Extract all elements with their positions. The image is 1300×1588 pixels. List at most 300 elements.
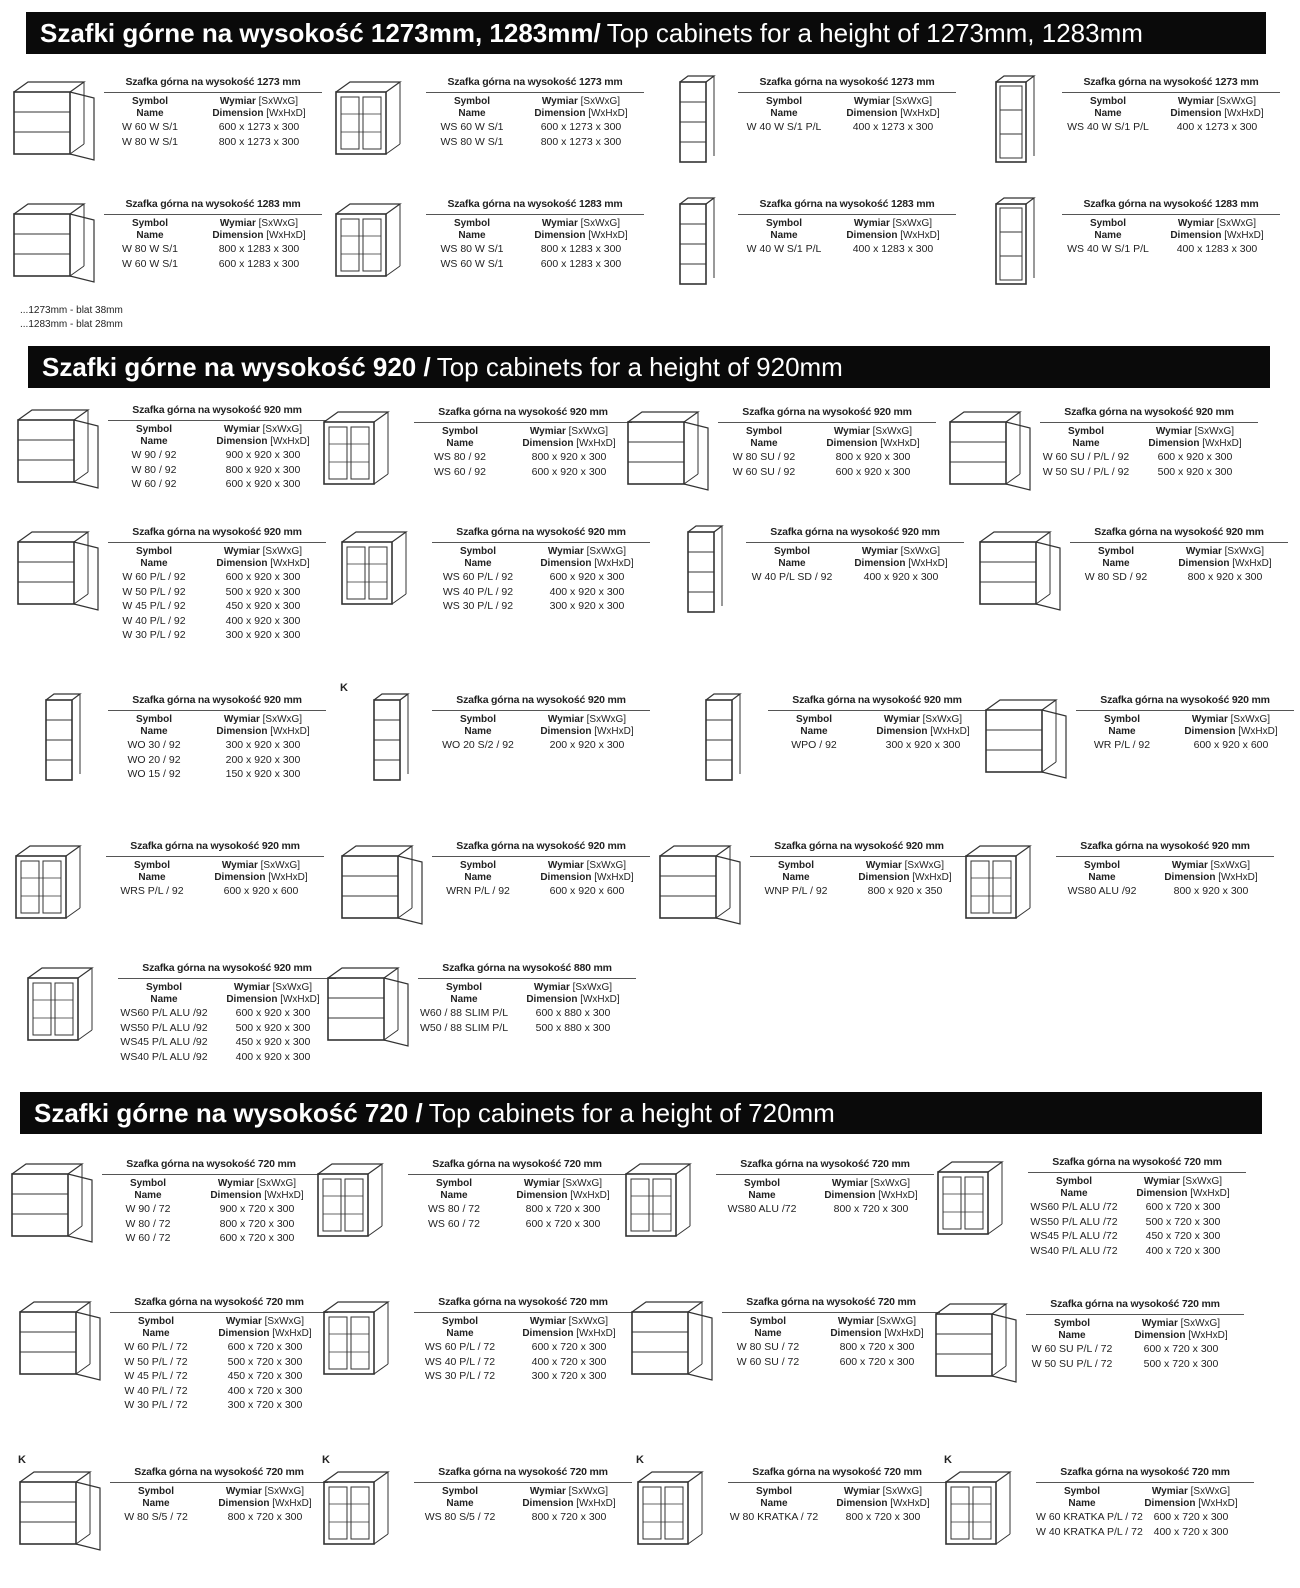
symbol-label: Symbol [135, 546, 173, 557]
symbol-label: Symbol [137, 1486, 175, 1497]
name-label: Name [142, 1498, 170, 1509]
cabinet-entry [336, 682, 656, 802]
symbol-cell: WS40 P/L ALU /72 [1030, 1244, 1118, 1257]
dimension-cell: 600 x 920 x 300 [1157, 451, 1233, 463]
symbol-label: Symbol [1089, 218, 1127, 229]
cabinet-entry [940, 1454, 1260, 1574]
spec-header [1040, 426, 1258, 450]
spec-table [432, 526, 650, 614]
name-label: Name [1060, 1188, 1088, 1199]
symbol-cell: W 45 P/L / 72 [124, 1370, 188, 1382]
cabinet-entry [620, 1154, 940, 1266]
cabinet-entry [654, 836, 974, 948]
spec-header [110, 1486, 328, 1510]
cabinet-image [330, 74, 426, 170]
dimension-unit: [WxHxD] [272, 1498, 312, 1509]
name-label: Name [800, 726, 828, 737]
symbol-label: Symbol [137, 1316, 175, 1327]
spec-header [1036, 1486, 1254, 1510]
spec-table [1036, 1466, 1254, 1539]
symbol-label: Symbol [459, 714, 497, 725]
dimension-unit: [WxHxD] [930, 726, 970, 737]
spec-row [432, 599, 650, 614]
cabinet-entry [6, 1154, 326, 1266]
dimension-cell: 600 x 920 x 600 [1193, 739, 1269, 751]
dimension-cell: 600 x 920 x 600 [223, 885, 299, 897]
symbol-cell: WS 30 P/L / 72 [424, 1370, 496, 1382]
spec-title: Szafka górna na wysokość 880 mm [418, 962, 636, 979]
symbol-label: Symbol [1067, 426, 1105, 437]
dimension-cell: 400 x 920 x 300 [225, 614, 301, 627]
spec-row [746, 570, 964, 585]
cabinet-entry [650, 522, 970, 634]
symbol-cell: W 90 / 72 [125, 1203, 171, 1215]
wymiar-unit: [SxWxG] [568, 426, 609, 437]
wymiar-unit: [SxWxG] [580, 96, 621, 107]
spec-row [108, 570, 326, 585]
cabinet-image [12, 692, 108, 788]
spec-row [102, 1231, 320, 1246]
dimension-cell: 800 x 920 x 350 [867, 885, 943, 897]
spec-table [1026, 1298, 1244, 1371]
symbol-label: Symbol [765, 218, 803, 229]
spec-row [108, 585, 326, 600]
cabinet-image [22, 960, 118, 1056]
wymiar-label: Wymiar [529, 1316, 566, 1327]
name-label: Name [140, 726, 168, 737]
name-label: Name [1102, 558, 1130, 569]
spec-header [1076, 714, 1294, 738]
cabinet-entry [960, 836, 1280, 948]
dimension-cell: 300 x 920 x 300 [225, 739, 301, 751]
dimension-label: Dimension [534, 230, 586, 241]
symbol-cell: W 40 P/L / 72 [124, 1384, 188, 1397]
cabinet-entry [318, 1454, 638, 1574]
cabinet-entry [8, 194, 328, 306]
cabinet-image [632, 1464, 728, 1560]
symbol-label: Symbol [453, 218, 491, 229]
wymiar-unit: [SxWxG] [900, 546, 941, 557]
name-label: Name [748, 1190, 776, 1201]
cabinet-drawing [330, 196, 426, 292]
symbol-label: Symbol [435, 1178, 473, 1189]
spec-header [768, 714, 986, 738]
spec-row [408, 1217, 626, 1232]
dimension-cell: 450 x 920 x 300 [225, 600, 301, 612]
cabinet-entry [974, 522, 1294, 634]
dimension-cell: 600 x 880 x 300 [535, 1007, 611, 1019]
dimension-cell: 300 x 720 x 300 [531, 1370, 607, 1382]
cabinet-entry [12, 400, 332, 512]
cabinet-drawing [650, 524, 746, 620]
spec-header [426, 96, 644, 120]
dimension-label: Dimension [218, 1498, 270, 1509]
name-label: Name [754, 1328, 782, 1339]
spec-title: Szafka górna na wysokość 720 mm [716, 1158, 934, 1175]
symbol-cell: W 80 SU / 92 [732, 451, 796, 463]
spec-title: Szafka górna na wysokość 720 mm [414, 1466, 632, 1483]
spec-header [118, 982, 336, 1006]
dimension-unit: [WxHxD] [594, 726, 634, 737]
symbol-label: Symbol [1063, 1486, 1101, 1497]
wymiar-unit: [SxWxG] [1216, 218, 1257, 229]
spec-title: Szafka górna na wysokość 720 mm [110, 1296, 328, 1313]
wymiar-unit: [SxWxG] [256, 1178, 297, 1189]
spec-header [426, 218, 644, 242]
dimension-cell: 400 x 1273 x 300 [1176, 121, 1258, 133]
symbol-label: Symbol [133, 860, 171, 871]
dimension-unit: [WxHxD] [266, 108, 306, 119]
cabinet-entry [980, 690, 1300, 802]
symbol-cell: W 80 SU / 72 [736, 1341, 800, 1353]
dimension-label: Dimension [216, 726, 268, 737]
wymiar-unit: [SxWxG] [260, 860, 301, 871]
symbol-cell: WS 80 / 72 [428, 1203, 480, 1215]
dimension-unit: [WxHxD] [878, 1190, 918, 1201]
name-label: Name [136, 230, 164, 241]
spec-title: Szafka górna na wysokość 920 mm [746, 526, 964, 543]
spec-table [418, 962, 636, 1035]
symbol-cell: W 60 / 72 [125, 1232, 171, 1244]
spec-row [1028, 1244, 1246, 1259]
spec-row [108, 599, 326, 614]
name-label: Name [1094, 108, 1122, 119]
spec-title: Szafka górna na wysokość 920 mm [432, 840, 650, 857]
cabinet-drawing [312, 1156, 408, 1252]
dimension-label: Dimension [212, 230, 264, 241]
cabinet-drawing [966, 74, 1062, 170]
spec-row [104, 135, 322, 150]
dimension-cell: 600 x 920 x 300 [549, 571, 625, 583]
cabinet-drawing [336, 524, 432, 620]
dimension-cell: 600 x 720 x 300 [525, 1217, 601, 1230]
symbol-cell: WS 80 W S/1 [440, 135, 504, 148]
spec-table [118, 962, 336, 1064]
wymiar-unit: [SxWxG] [872, 426, 913, 437]
symbol-cell: WS50 P/L ALU /92 [120, 1021, 208, 1034]
spec-header [1062, 96, 1280, 120]
wymiar-label: Wymiar [853, 96, 890, 107]
dimension-cell: 400 x 920 x 300 [235, 1050, 311, 1063]
dimension-label: Dimension [212, 108, 264, 119]
dimension-cell: 600 x 720 x 300 [839, 1355, 915, 1368]
cabinet-image [336, 524, 432, 620]
spec-table [432, 840, 650, 899]
cabinet-drawing [980, 692, 1076, 788]
dimension-unit: [WxHxD] [1232, 558, 1272, 569]
symbol-label: Symbol [773, 546, 811, 557]
spec-table [750, 840, 968, 899]
symbol-cell: WS50 P/L ALU /72 [1030, 1215, 1118, 1228]
symbol-label: Symbol [745, 426, 783, 437]
dimension-unit: [WxHxD] [266, 230, 306, 241]
cabinet-drawing [12, 524, 108, 620]
dimension-unit: [WxHxD] [580, 994, 620, 1005]
spec-title: Szafka górna na wysokość 720 mm [102, 1158, 320, 1175]
dimension-label: Dimension [540, 872, 592, 883]
spec-table [1040, 406, 1258, 479]
symbol-label: Symbol [765, 96, 803, 107]
cabinet-image [318, 1464, 414, 1560]
spec-title: Szafka górna na wysokość 720 mm [1028, 1156, 1246, 1173]
spec-row [426, 242, 644, 257]
cabinet-image [336, 838, 432, 934]
cabinet-entry [330, 194, 650, 306]
spec-title: Szafka górna na wysokość 920 mm [432, 526, 650, 543]
symbol-label: Symbol [743, 1178, 781, 1189]
dimension-label: Dimension [540, 558, 592, 569]
name-label: Name [760, 1498, 788, 1509]
cabinet-entry [944, 402, 1264, 514]
spec-row [110, 1369, 328, 1384]
symbol-label: Symbol [441, 1316, 479, 1327]
dimension-label: Dimension [516, 1190, 568, 1201]
symbol-cell: W 60 SU / 92 [732, 465, 796, 478]
symbol-cell: WS 60 / 72 [428, 1217, 480, 1230]
spec-title: Szafka górna na wysokość 720 mm [728, 1466, 946, 1483]
spec-header [108, 424, 326, 448]
symbol-cell: WS 80 / 92 [434, 451, 486, 463]
spec-table [414, 1466, 632, 1525]
cabinet-image [8, 74, 104, 170]
dimension-cell: 500 x 920 x 300 [225, 585, 301, 598]
wymiar-label: Wymiar [1185, 546, 1222, 557]
symbol-label: Symbol [749, 1316, 787, 1327]
spec-row [108, 767, 326, 782]
dimension-cell: 500 x 920 x 300 [1157, 465, 1233, 478]
spec-header [408, 1178, 626, 1202]
spec-header [722, 1316, 940, 1340]
spec-title: Szafka górna na wysokość 720 mm [1026, 1298, 1244, 1315]
spec-row [106, 884, 324, 899]
wymiar-label: Wymiar [223, 424, 260, 435]
cabinet-entry [672, 690, 992, 802]
name-label: Name [150, 994, 178, 1005]
dimension-cell: 600 x 720 x 300 [227, 1341, 303, 1353]
name-label: Name [440, 1190, 468, 1201]
spec-title: Szafka górna na wysokość 1273 mm [104, 76, 322, 93]
wymiar-unit: [SxWxG] [264, 1486, 305, 1497]
cabinet-image [318, 404, 414, 500]
name-label: Name [1088, 872, 1116, 883]
symbol-label: Symbol [1083, 860, 1121, 871]
cabinet-drawing [654, 838, 750, 934]
symbol-cell: W 60 SU / P/L / 92 [1042, 451, 1130, 463]
symbol-cell: W 30 P/L / 92 [122, 629, 186, 641]
cabinet-drawing [14, 1294, 110, 1390]
dimension-cell: 600 x 920 x 300 [835, 465, 911, 478]
dimension-cell: 900 x 920 x 300 [225, 449, 301, 461]
cabinet-entry [930, 1294, 1250, 1406]
dimension-unit: [WxHxD] [880, 438, 920, 449]
name-label: Name [458, 230, 486, 241]
name-label: Name [1094, 230, 1122, 241]
spec-title: Szafka górna na wysokość 1283 mm [738, 198, 956, 215]
cabinet-image [642, 196, 738, 292]
spec-header [738, 218, 956, 242]
dimension-label: Dimension [846, 108, 898, 119]
dimension-unit: [WxHxD] [1238, 726, 1278, 737]
spec-table [768, 694, 986, 753]
dimension-label: Dimension [836, 1498, 888, 1509]
dimension-cell: 800 x 1273 x 300 [540, 135, 622, 148]
dimension-cell: 400 x 720 x 300 [1153, 1525, 1229, 1538]
dimension-label: Dimension [218, 1328, 270, 1339]
wymiar-unit: [SxWxG] [1230, 714, 1271, 725]
dimension-cell: 400 x 720 x 300 [227, 1384, 303, 1397]
wymiar-label: Wymiar [225, 1316, 262, 1327]
dimension-cell: 400 x 1273 x 300 [852, 121, 934, 133]
spec-row [432, 884, 650, 899]
dimension-unit: [WxHxD] [594, 872, 634, 883]
dimension-cell: 400 x 720 x 300 [1145, 1244, 1221, 1257]
symbol-label: Symbol [1055, 1176, 1093, 1187]
spec-table [408, 1158, 626, 1231]
wymiar-label: Wymiar [861, 546, 898, 557]
dimension-label: Dimension [522, 1328, 574, 1339]
symbol-cell: W 80 SD / 92 [1084, 571, 1148, 583]
wymiar-label: Wymiar [529, 426, 566, 437]
cabinet-entry [322, 958, 642, 1070]
symbol-cell: WS60 P/L ALU /72 [1030, 1201, 1118, 1213]
dimension-cell: 400 x 920 x 300 [863, 571, 939, 583]
symbol-cell: WS 80 W S/1 [440, 243, 504, 255]
cabinet-image [966, 196, 1062, 292]
symbol-cell: WRS P/L / 92 [120, 885, 184, 897]
dimension-cell: 450 x 920 x 300 [235, 1036, 311, 1048]
symbol-cell: WS80 ALU /92 [1067, 885, 1137, 897]
spec-table [432, 694, 650, 753]
name-label: Name [782, 872, 810, 883]
dimension-cell: 400 x 1283 x 300 [1176, 243, 1258, 255]
symbol-cell: WS 60 P/L / 92 [442, 571, 514, 583]
spec-row [414, 1510, 632, 1525]
spec-row [108, 448, 326, 463]
cabinet-image [932, 1154, 1028, 1250]
spec-row [414, 1369, 632, 1384]
symbol-cell: WS45 P/L ALU /92 [120, 1036, 208, 1048]
spec-title: Szafka górna na wysokość 1273 mm [1062, 76, 1280, 93]
spec-header [414, 426, 632, 450]
spec-row [104, 242, 322, 257]
dimension-label: Dimension [216, 436, 268, 447]
dimension-cell: 400 x 920 x 300 [549, 585, 625, 598]
spec-table [738, 198, 956, 257]
dimension-label: Dimension [1170, 108, 1222, 119]
wymiar-unit: [SxWxG] [264, 1316, 305, 1327]
wymiar-unit: [SxWxG] [876, 1316, 917, 1327]
spec-table [716, 1158, 934, 1217]
spec-row [1070, 570, 1288, 585]
spec-table [104, 76, 322, 149]
symbol-cell: WS60 P/L ALU /92 [120, 1007, 208, 1019]
name-label: Name [446, 438, 474, 449]
wymiar-unit: [SxWxG] [870, 1178, 911, 1189]
spec-row [108, 463, 326, 478]
dimension-unit: [WxHxD] [890, 1498, 930, 1509]
spec-header [108, 546, 326, 570]
spec-row [110, 1510, 328, 1525]
symbol-cell: W 50 P/L / 72 [124, 1355, 188, 1368]
symbol-label: Symbol [131, 218, 169, 229]
symbol-label: Symbol [145, 982, 183, 993]
name-label: Name [458, 108, 486, 119]
spec-table [102, 1158, 320, 1246]
dimension-cell: 600 x 720 x 300 [219, 1232, 295, 1244]
symbol-cell: W 50 P/L / 92 [122, 585, 186, 598]
dimension-cell: 500 x 720 x 300 [1143, 1357, 1219, 1370]
dimension-unit: [WxHxD] [570, 1190, 610, 1201]
symbol-cell: W 60 W S/1 [121, 257, 178, 270]
spec-header [108, 714, 326, 738]
section-title-pl: Szafki górne na wysokość 920 / [42, 351, 431, 382]
dimension-cell: 600 x 1283 x 300 [540, 257, 622, 270]
symbol-cell: W50 / 88 SLIM P/L [419, 1021, 509, 1034]
cabinet-entry [336, 522, 656, 634]
symbol-cell: W 40 P/L SD / 92 [751, 571, 833, 583]
dimension-unit: [WxHxD] [912, 872, 952, 883]
spec-header [106, 860, 324, 884]
wymiar-label: Wymiar [1177, 218, 1214, 229]
cabinet-entry [8, 72, 328, 184]
dimension-cell: 400 x 1283 x 300 [852, 243, 934, 255]
spec-row [102, 1217, 320, 1232]
name-label: Name [1068, 1498, 1096, 1509]
cabinet-image [14, 1294, 110, 1390]
symbol-label: Symbol [1103, 714, 1141, 725]
cabinet-image [322, 960, 418, 1056]
wymiar-label: Wymiar [1151, 1486, 1188, 1497]
dimension-cell: 800 x 720 x 300 [833, 1203, 909, 1215]
section-banner-920 [28, 346, 1270, 388]
wymiar-label: Wymiar [1155, 426, 1192, 437]
cabinet-drawing [632, 1464, 728, 1560]
symbol-label: Symbol [1089, 96, 1127, 107]
cabinet-entry [642, 72, 962, 184]
dimension-unit: [WxHxD] [1224, 108, 1264, 119]
spec-row [1036, 1525, 1254, 1540]
spec-table [1076, 694, 1294, 753]
spec-row [118, 1035, 336, 1050]
cabinet-image [974, 524, 1070, 620]
spec-title: Szafka górna na wysokość 920 mm [108, 404, 326, 421]
spec-table [728, 1466, 946, 1525]
wymiar-unit: [SxWxG] [258, 218, 299, 229]
wymiar-label: Wymiar [883, 714, 920, 725]
cabinet-drawing [14, 1464, 110, 1560]
spec-header [1070, 546, 1288, 570]
symbol-cell: WS 40 W S/1 P/L [1067, 243, 1149, 255]
dimension-label: Dimension [854, 558, 906, 569]
dimension-unit: [WxHxD] [900, 108, 940, 119]
spec-row [716, 1202, 934, 1217]
spec-title: Szafka górna na wysokość 920 mm [1056, 840, 1274, 857]
cabinet-entry [932, 1152, 1252, 1264]
symbol-label: Symbol [1097, 546, 1135, 557]
name-label: Name [464, 726, 492, 737]
symbol-cell: W 40 KRATKA P/L / 72 [1036, 1525, 1143, 1538]
cabinet-drawing [966, 196, 1062, 292]
wymiar-label: Wymiar [837, 1316, 874, 1327]
symbol-cell: WO 20 / 92 [127, 753, 181, 766]
section-title-en: Top cabinets for a height of 920mm [436, 351, 843, 382]
cabinet-entry [12, 522, 332, 641]
wymiar-label: Wymiar [547, 546, 584, 557]
spec-title: Szafka górna na wysokość 720 mm [1036, 1466, 1254, 1483]
symbol-cell: W 60 SU / 72 [736, 1355, 800, 1368]
cabinet-image [12, 402, 108, 498]
spec-row [110, 1384, 328, 1399]
